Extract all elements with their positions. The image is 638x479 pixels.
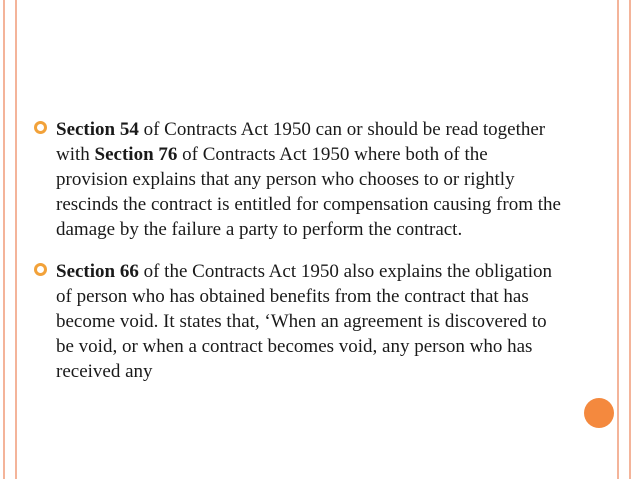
bullet-text-part: of Contracts Act 1950 where both of the provision explains that any person who chooses to or rightly rescinds the contract is entitled for compensation causing from the damage by the failure a party to perform the contract. xyxy=(56,144,561,240)
bullet-item-section-66 xyxy=(32,259,562,384)
bullet-text-part: of the Contracts Act 1950 also explains the obligation of person who has obtained benefits from the contract that has become void. It states that, ‘When an agreement is discovered to be void, or when a contract becomes void, any person who has received any xyxy=(56,261,553,382)
bullet-item-section-54 xyxy=(32,117,562,242)
section-54-label: Section 54 xyxy=(56,119,139,140)
bullet-ring-icon xyxy=(34,263,47,276)
section-66-label: Section 66 xyxy=(56,261,139,282)
section-76-label: Section 76 xyxy=(94,144,178,165)
left-decorative-border xyxy=(3,0,17,479)
right-decorative-border xyxy=(617,0,631,479)
decorative-circle xyxy=(584,398,614,428)
bullet-text xyxy=(56,119,561,240)
bullet-text xyxy=(56,261,552,382)
bullet-ring-icon xyxy=(34,121,47,134)
slide-content xyxy=(32,117,562,401)
bullet-text-part: of Contracts Act 1950 can or should be read together with xyxy=(56,119,546,165)
